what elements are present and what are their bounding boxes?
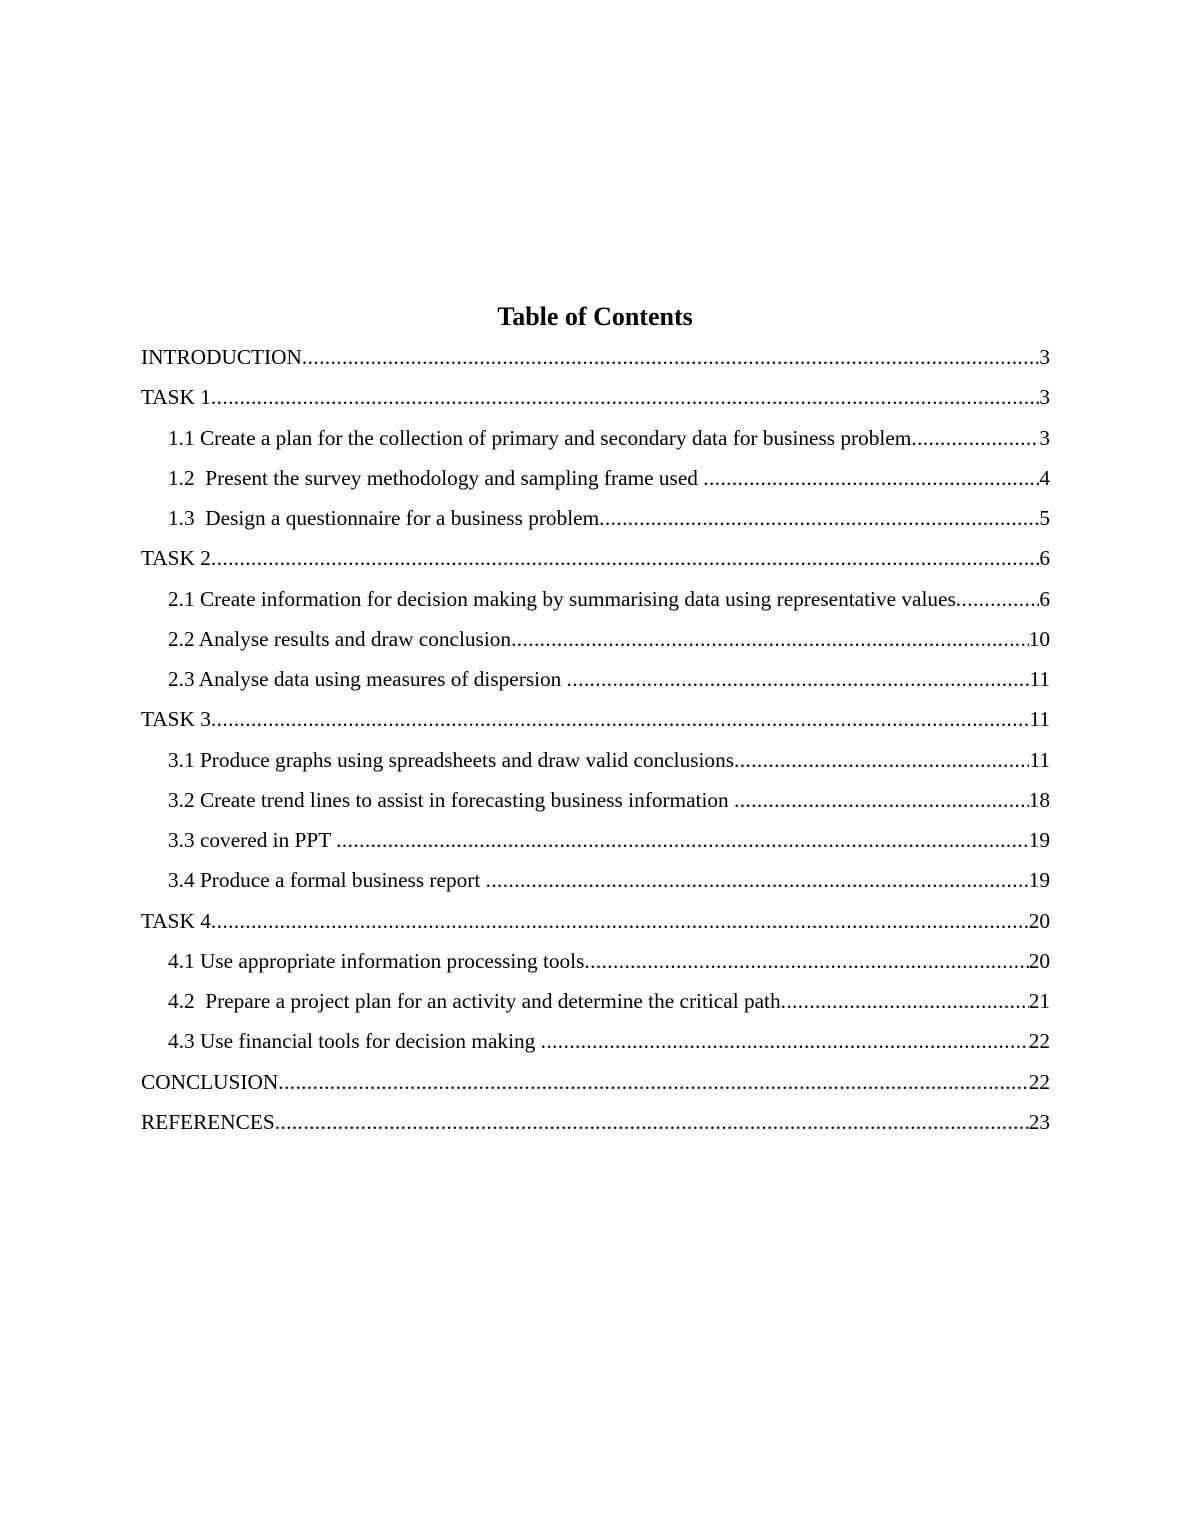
toc-page-number: 21 xyxy=(1028,989,1050,1013)
toc-leader-dots xyxy=(211,901,1029,941)
table-of-contents xyxy=(141,337,1050,1142)
toc-entry-text: TASK 3 xyxy=(141,707,211,732)
toc-entry[interactable] xyxy=(141,780,1050,820)
toc-entry-text: 3.2 Create trend lines to assist in forecasting business information xyxy=(168,787,735,812)
toc-entry-text: 2.3 Analyse data using measures of dispersion xyxy=(168,667,567,691)
toc-leader-dots xyxy=(302,337,1039,377)
toc-entry[interactable] xyxy=(141,941,1050,981)
toc-entry[interactable] xyxy=(141,860,1050,900)
toc-leader-dots xyxy=(734,740,1029,780)
toc-entry-text: CONCLUSION xyxy=(141,1069,279,1094)
toc-leader-dots xyxy=(278,1062,1028,1102)
toc-leader-dots xyxy=(734,780,1029,820)
toc-page-number: 19 xyxy=(1028,828,1050,852)
toc-entry-text: TASK 4 xyxy=(141,908,211,933)
toc-page-number: 6 xyxy=(1039,586,1050,611)
toc-entry-text: 4.3 Use financial tools for decision making xyxy=(168,1029,541,1054)
toc-leader-dots xyxy=(486,860,1029,900)
toc-entry[interactable] xyxy=(141,337,1050,377)
toc-entry-text: 3.1 Produce graphs using spreadsheets and draw valid conclusions xyxy=(168,747,735,772)
toc-entry[interactable] xyxy=(141,458,1050,498)
toc-entry[interactable] xyxy=(141,619,1050,659)
toc-entry-text: 2.2 Analyse results and draw conclusion xyxy=(168,626,512,651)
toc-page-number: 11 xyxy=(1029,747,1050,772)
toc-entry[interactable] xyxy=(141,901,1050,941)
toc-entry[interactable] xyxy=(141,659,1050,699)
toc-entry[interactable] xyxy=(141,377,1050,417)
toc-leader-dots xyxy=(275,1102,1029,1142)
toc-entry[interactable] xyxy=(141,1021,1050,1061)
toc-leader-dots xyxy=(336,820,1029,860)
toc-leader-dots xyxy=(781,981,1029,1021)
toc-page-number: 20 xyxy=(1028,948,1050,973)
toc-entry-text: 1.2 Present the survey methodology and sampling frame used xyxy=(168,465,704,490)
toc-page-number: 19 xyxy=(1028,868,1050,893)
toc-entry[interactable] xyxy=(141,579,1050,619)
toc-entry-text: 4.2 Prepare a project plan for an activity and determine the critical path xyxy=(168,989,781,1013)
toc-page-number: 11 xyxy=(1029,667,1050,691)
toc-entry[interactable] xyxy=(141,538,1050,578)
toc-page-number: 5 xyxy=(1039,506,1050,530)
toc-page-number: 3 xyxy=(1039,425,1050,450)
toc-entry-text: 4.1 Use appropriate information processing tools xyxy=(168,948,585,973)
toc-entry[interactable] xyxy=(141,1102,1050,1142)
toc-entry-text: 1.3 Design a questionnaire for a business problem xyxy=(168,506,600,530)
toc-leader-dots xyxy=(599,498,1039,538)
toc-page-number: 20 xyxy=(1028,908,1050,933)
toc-entry[interactable] xyxy=(141,699,1050,739)
toc-entry[interactable] xyxy=(141,1062,1050,1102)
toc-leader-dots xyxy=(584,941,1028,981)
toc-entry-text: 3.3 covered in PPT xyxy=(168,828,337,852)
toc-leader-dots xyxy=(703,458,1039,498)
page-title: Table of Contents xyxy=(497,302,693,332)
toc-page-number: 6 xyxy=(1039,546,1050,571)
toc-page-number: 23 xyxy=(1028,1109,1050,1134)
toc-leader-dots xyxy=(956,579,1040,619)
toc-page-number: 10 xyxy=(1028,626,1050,651)
toc-page-number: 11 xyxy=(1029,707,1050,732)
toc-page-number: 18 xyxy=(1028,787,1050,812)
toc-leader-dots xyxy=(541,1021,1029,1061)
toc-page-number: 22 xyxy=(1028,1029,1050,1054)
toc-entry[interactable] xyxy=(141,418,1050,458)
toc-leader-dots xyxy=(511,619,1029,659)
toc-entry-text: 2.1 Create information for decision making by summarising data using representative values xyxy=(168,586,956,611)
toc-entry[interactable] xyxy=(141,981,1050,1021)
toc-entry-text: 1.1 Create a plan for the collection of primary and secondary data for business problem xyxy=(168,425,912,450)
toc-page-number: 3 xyxy=(1039,345,1050,369)
toc-leader-dots xyxy=(211,538,1039,578)
toc-page-number: 4 xyxy=(1039,465,1050,490)
toc-entry-text: TASK 1 xyxy=(141,385,211,410)
toc-entry-text: REFERENCES xyxy=(141,1109,275,1134)
toc-leader-dots xyxy=(911,418,1039,458)
toc-page-number: 3 xyxy=(1039,385,1050,410)
toc-leader-dots xyxy=(211,377,1039,417)
toc-leader-dots xyxy=(211,699,1030,739)
toc-entry[interactable] xyxy=(141,740,1050,780)
toc-entry[interactable] xyxy=(141,820,1050,860)
toc-entry-text: INTRODUCTION xyxy=(141,345,302,369)
toc-entry-text: 3.4 Produce a formal business report xyxy=(168,868,486,893)
toc-page-number: 22 xyxy=(1028,1069,1050,1094)
toc-entry-text: TASK 2 xyxy=(141,546,211,571)
toc-entry[interactable] xyxy=(141,498,1050,538)
toc-leader-dots xyxy=(567,659,1030,699)
